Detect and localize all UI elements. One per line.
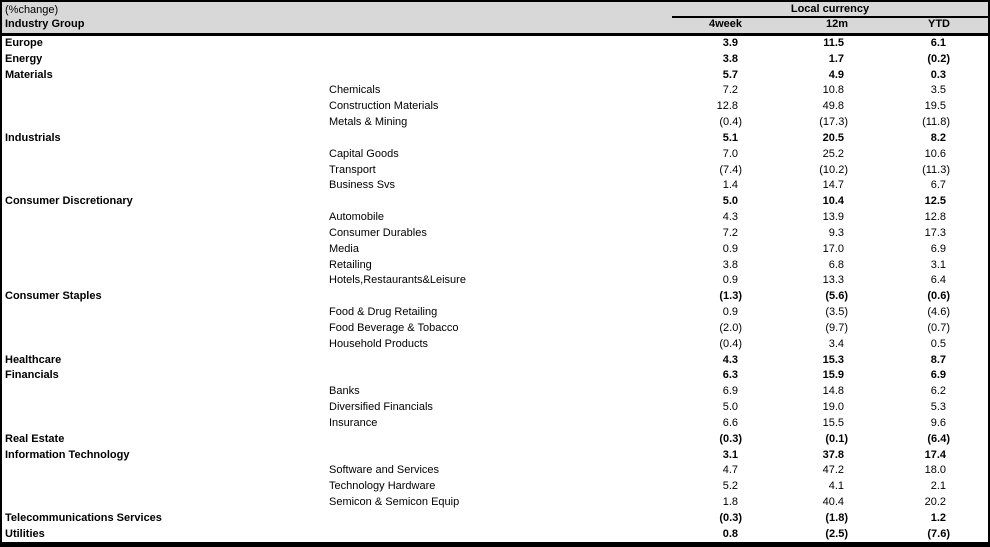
cell-12m: 10.8 xyxy=(822,84,844,97)
table-row xyxy=(2,210,988,226)
cell-12m: 15.9 xyxy=(822,369,844,382)
cell-12m: 6.8 xyxy=(828,258,844,271)
industry-sub-label: Business Svs xyxy=(329,179,396,192)
table-row xyxy=(2,99,988,115)
cell-ytd: (0.6) xyxy=(927,290,950,303)
cell-4week: 7.2 xyxy=(722,226,738,239)
table-row xyxy=(2,463,988,479)
industry-sub-label: Construction Materials xyxy=(329,100,439,113)
industry-group-label: Telecommunications Services xyxy=(5,511,162,524)
cell-ytd: 6.9 xyxy=(930,369,946,382)
table-row xyxy=(2,131,988,147)
table-row xyxy=(2,495,988,511)
table-row xyxy=(2,273,988,289)
cell-ytd: (6.4) xyxy=(927,432,950,445)
table-row xyxy=(2,52,988,68)
industry-sub-label: Software and Services xyxy=(329,464,440,477)
cell-ytd: 6.7 xyxy=(930,179,946,192)
cell-4week: 7.2 xyxy=(722,84,738,97)
table-row xyxy=(2,178,988,194)
table-row xyxy=(2,384,988,400)
cell-12m: (9.7) xyxy=(825,321,848,334)
industry-group-label: Industrials xyxy=(5,131,61,144)
cell-4week: 3.9 xyxy=(722,37,738,49)
cell-4week: 3.8 xyxy=(722,52,738,65)
industry-sub-label: Consumer Durables xyxy=(329,226,427,239)
cell-12m: (3.5) xyxy=(825,306,848,319)
industry-sub-label: Metals & Mining xyxy=(329,116,408,129)
industry-group-label: Materials xyxy=(5,68,53,81)
cell-12m: 9.3 xyxy=(828,226,844,239)
table-row xyxy=(2,242,988,258)
table-row xyxy=(2,416,988,432)
cell-12m: 11.5 xyxy=(823,37,844,49)
table-row xyxy=(2,289,988,305)
cell-ytd: 3.5 xyxy=(930,84,946,97)
cell-ytd: 12.8 xyxy=(924,211,946,224)
cell-4week: 5.0 xyxy=(722,401,738,414)
table-row xyxy=(2,321,988,337)
cell-ytd: 0.3 xyxy=(930,68,946,81)
table-row xyxy=(2,448,988,464)
industry-sub-label: Diversified Financials xyxy=(329,401,433,414)
cell-12m: 37.8 xyxy=(822,448,844,461)
industry-group-label: Information Technology xyxy=(5,448,130,461)
table-header xyxy=(2,2,988,36)
cell-ytd: 3.1 xyxy=(930,258,946,271)
column-header-4week: 4week xyxy=(708,18,742,30)
cell-12m: (1.8) xyxy=(825,511,848,524)
cell-4week: 5.1 xyxy=(722,131,738,144)
cell-ytd: 2.1 xyxy=(930,480,946,493)
cell-12m: 47.2 xyxy=(822,464,844,477)
industry-sub-label: Food & Drug Retailing xyxy=(329,306,438,319)
cell-4week: 12.8 xyxy=(716,100,738,113)
table-row xyxy=(2,163,988,179)
column-header-row xyxy=(2,17,988,32)
cell-12m: 25.2 xyxy=(822,147,844,160)
cell-4week: 1.8 xyxy=(722,496,738,509)
column-header-12m: 12m xyxy=(825,18,848,30)
cell-4week: 7.0 xyxy=(722,147,738,160)
cell-ytd: (0.2) xyxy=(927,52,950,65)
industry-group-label: Real Estate xyxy=(5,432,65,445)
cell-ytd: 17.4 xyxy=(924,448,946,461)
industry-group-label: Financials xyxy=(5,369,59,382)
cell-4week: (7.4) xyxy=(719,163,742,176)
table-row xyxy=(2,83,988,99)
industry-sub-label: Banks xyxy=(329,385,360,398)
local-currency-group-header: Local currency xyxy=(672,2,988,18)
industry-group-label: Healthcare xyxy=(5,353,62,366)
cell-ytd: 18.0 xyxy=(924,464,946,477)
industry-sub-label: Media xyxy=(329,242,359,255)
cell-ytd: 6.4 xyxy=(930,274,946,287)
cell-4week: 4.3 xyxy=(722,353,738,366)
cell-ytd: (11.8) xyxy=(922,116,950,129)
industry-sub-label: Semicon & Semicon Equip xyxy=(329,496,460,509)
table-row xyxy=(2,36,988,52)
cell-4week: 6.3 xyxy=(722,369,738,382)
cell-12m: (10.2) xyxy=(819,163,848,176)
cell-ytd: 6.2 xyxy=(930,385,946,398)
cell-4week: (0.3) xyxy=(719,511,742,524)
cell-4week: 4.3 xyxy=(722,211,738,224)
cell-4week: 0.9 xyxy=(722,242,738,255)
cell-ytd: 19.5 xyxy=(924,100,946,113)
industry-sub-label: Automobile xyxy=(329,211,385,224)
industry-sub-label: Household Products xyxy=(329,337,429,350)
cell-12m: (5.6) xyxy=(825,290,848,303)
cell-4week: 0.9 xyxy=(722,274,738,287)
cell-ytd: (7.6) xyxy=(927,527,950,540)
cell-4week: (0.4) xyxy=(719,116,742,129)
cell-ytd: (0.7) xyxy=(927,321,950,334)
cell-12m: 40.4 xyxy=(822,496,844,509)
industry-sub-label: Transport xyxy=(329,163,376,176)
cell-12m: 10.4 xyxy=(822,195,844,208)
cell-12m: (2.5) xyxy=(825,527,848,540)
cell-4week: (0.4) xyxy=(719,337,742,350)
cell-12m: 20.5 xyxy=(822,131,844,144)
cell-ytd: 5.3 xyxy=(930,401,946,414)
cell-4week: (2.0) xyxy=(719,321,742,334)
table-row xyxy=(2,368,988,384)
industry-sub-label: Insurance xyxy=(329,416,378,429)
cell-ytd: (11.3) xyxy=(922,163,950,176)
cell-12m: 1.7 xyxy=(828,52,844,65)
cell-ytd: 6.1 xyxy=(930,37,946,49)
cell-4week: 5.0 xyxy=(722,195,738,208)
table-row xyxy=(2,479,988,495)
cell-ytd: 8.7 xyxy=(930,353,946,366)
cell-4week: 0.9 xyxy=(722,306,738,319)
industry-sub-label: Capital Goods xyxy=(329,147,399,160)
cell-12m: 19.0 xyxy=(822,401,844,414)
cell-ytd: (4.6) xyxy=(927,306,950,319)
cell-12m: 15.3 xyxy=(822,353,844,366)
industry-group-label: Energy xyxy=(5,52,43,65)
cell-12m: 49.8 xyxy=(822,100,844,113)
cell-4week: 3.1 xyxy=(722,448,738,461)
cell-4week: 5.7 xyxy=(722,68,738,81)
table-body xyxy=(2,36,988,543)
cell-12m: 4.9 xyxy=(828,68,844,81)
table-row xyxy=(2,194,988,210)
cell-ytd: 12.5 xyxy=(924,195,946,208)
cell-ytd: 6.9 xyxy=(930,242,946,255)
industry-sub-label: Technology Hardware xyxy=(329,480,436,493)
industry-sub-label: Hotels,Restaurants&Leisure xyxy=(329,274,466,287)
table-row xyxy=(2,226,988,242)
industry-group-label: Consumer Staples xyxy=(5,290,102,303)
table-row xyxy=(2,68,988,84)
cell-4week: 3.8 xyxy=(722,258,738,271)
cell-4week: (0.3) xyxy=(719,432,742,445)
cell-ytd: 9.6 xyxy=(930,416,946,429)
table-row xyxy=(2,432,988,448)
table-row xyxy=(2,115,988,131)
cell-12m: 4.1 xyxy=(828,480,844,493)
cell-ytd: 20.2 xyxy=(924,496,946,509)
table-row xyxy=(2,400,988,416)
industry-sub-label: Retailing xyxy=(329,258,372,271)
table-row xyxy=(2,147,988,163)
table-row xyxy=(2,337,988,353)
table-row xyxy=(2,511,988,527)
cell-12m: 13.3 xyxy=(822,274,844,287)
industry-group-column-header: Industry Group xyxy=(5,18,85,30)
cell-4week: 6.9 xyxy=(722,385,738,398)
percent-change-note: (%change) xyxy=(5,4,59,16)
column-header-ytd: YTD xyxy=(928,18,950,30)
industry-group-label: Utilities xyxy=(5,527,45,540)
cell-ytd: 0.5 xyxy=(930,337,946,350)
cell-12m: 14.8 xyxy=(822,385,844,398)
cell-ytd: 1.2 xyxy=(930,511,946,524)
cell-12m: (0.1) xyxy=(825,432,848,445)
cell-ytd: 10.6 xyxy=(924,147,946,160)
cell-4week: (1.3) xyxy=(719,290,742,303)
cell-12m: 13.9 xyxy=(822,211,844,224)
cell-ytd: 17.3 xyxy=(924,226,946,239)
industry-group-label: Consumer Discretionary xyxy=(5,195,133,208)
industry-sub-label: Chemicals xyxy=(329,84,381,97)
cell-12m: 17.0 xyxy=(822,242,844,255)
cell-4week: 4.7 xyxy=(722,464,738,477)
table-row xyxy=(2,353,988,369)
industry-sub-label: Food Beverage & Tobacco xyxy=(329,321,459,334)
cell-12m: 14.7 xyxy=(822,179,844,192)
cell-4week: 1.4 xyxy=(722,179,738,192)
cell-4week: 0.8 xyxy=(722,527,738,540)
table-row xyxy=(2,258,988,274)
table-row xyxy=(2,305,988,321)
industry-group-label: Europe xyxy=(5,37,43,49)
table-row xyxy=(2,527,988,543)
cell-4week: 5.2 xyxy=(722,480,738,493)
cell-4week: 6.6 xyxy=(722,416,738,429)
cell-12m: (17.3) xyxy=(819,116,848,129)
cell-12m: 3.4 xyxy=(828,337,844,350)
cell-ytd: 8.2 xyxy=(930,131,946,144)
cell-12m: 15.5 xyxy=(822,416,844,429)
